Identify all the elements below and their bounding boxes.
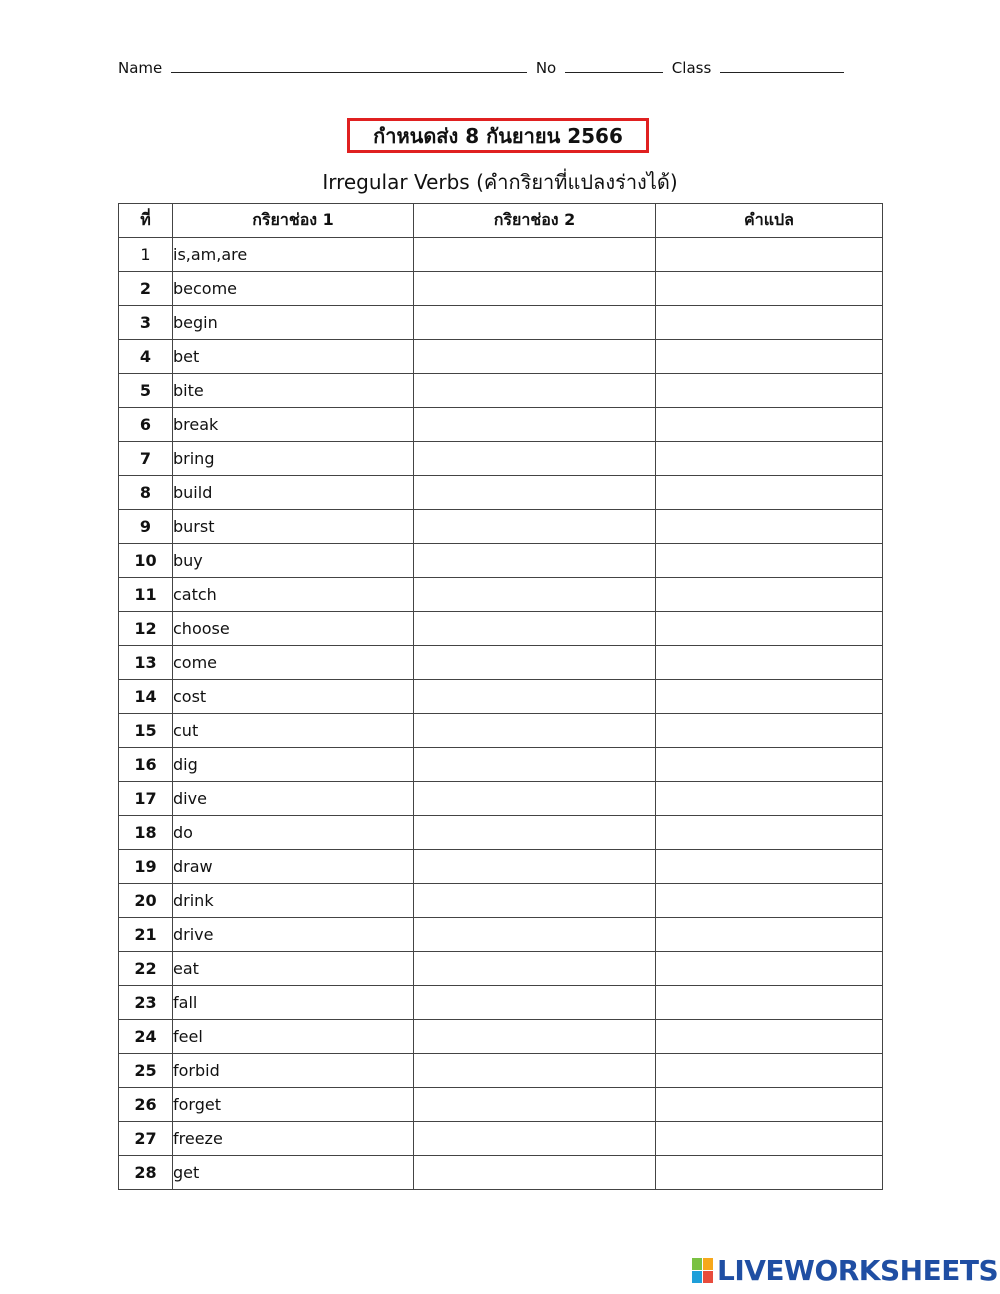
table-row [119,306,883,340]
table-row [119,986,883,1020]
verb-past-form-input[interactable] [414,612,656,646]
verb-past-form-input[interactable] [414,374,656,408]
translation-input[interactable] [656,1088,883,1122]
verb-past-form-input[interactable] [414,714,656,748]
number-field[interactable] [565,58,663,73]
table-row [119,340,883,374]
verb-base-form: forget [173,1088,414,1122]
verb-past-form-input[interactable] [414,578,656,612]
translation-input[interactable] [656,1020,883,1054]
row-number: 8 [119,476,173,510]
translation-input[interactable] [656,816,883,850]
verb-past-form-input[interactable] [414,1122,656,1156]
translation-input[interactable] [656,884,883,918]
logo-square-blue [692,1271,702,1283]
verb-base-form: become [173,272,414,306]
translation-input[interactable] [656,918,883,952]
translation-input[interactable] [656,748,883,782]
verb-base-form: burst [173,510,414,544]
deadline-text: กำหนดส่ง 8 กันยายน 2566 [373,123,623,148]
class-field[interactable] [720,58,844,73]
verb-base-form: come [173,646,414,680]
verb-base-form: fall [173,986,414,1020]
verb-past-form-input[interactable] [414,918,656,952]
verb-past-form-input[interactable] [414,816,656,850]
translation-input[interactable] [656,1054,883,1088]
table-header-row [119,204,883,238]
liveworksheets-logo-icon [692,1258,713,1283]
row-number: 23 [119,986,173,1020]
translation-input[interactable] [656,986,883,1020]
translation-input[interactable] [656,1122,883,1156]
liveworksheets-logo [692,1254,998,1287]
table-row [119,544,883,578]
verb-base-form: bring [173,442,414,476]
verb-past-form-input[interactable] [414,748,656,782]
page-title: Irregular Verbs (คำกริยาที่แปลงร่างได้) [322,170,678,194]
verb-past-form-input[interactable] [414,238,656,272]
row-number: 22 [119,952,173,986]
verb-past-form-input[interactable] [414,952,656,986]
verb-past-form-input[interactable] [414,544,656,578]
name-label: Name [118,59,163,77]
verb-base-form: catch [173,578,414,612]
verb-past-form-input[interactable] [414,442,656,476]
table-row [119,1088,883,1122]
row-number: 13 [119,646,173,680]
table-row [119,782,883,816]
table-row [119,408,883,442]
verb-base-form: eat [173,952,414,986]
verb-past-form-input[interactable] [414,1156,656,1190]
table-row [119,680,883,714]
table-row [119,476,883,510]
column-header-verb-2: กริยาช่อง 2 [414,204,656,238]
table-row [119,578,883,612]
verb-base-form: is,am,are [173,238,414,272]
table-row [119,1054,883,1088]
verb-base-form: dig [173,748,414,782]
verb-past-form-input[interactable] [414,510,656,544]
row-number: 5 [119,374,173,408]
verb-past-form-input[interactable] [414,986,656,1020]
column-header-verb-1: กริยาช่อง 1 [173,204,414,238]
translation-input[interactable] [656,578,883,612]
translation-input[interactable] [656,952,883,986]
table-row [119,1156,883,1190]
verb-past-form-input[interactable] [414,476,656,510]
row-number: 17 [119,782,173,816]
translation-input[interactable] [656,442,883,476]
verb-past-form-input[interactable] [414,1054,656,1088]
table-row [119,918,883,952]
translation-input[interactable] [656,476,883,510]
translation-input[interactable] [656,782,883,816]
translation-input[interactable] [656,510,883,544]
table-row [119,850,883,884]
name-field[interactable] [171,58,527,73]
row-number: 24 [119,1020,173,1054]
verb-past-form-input[interactable] [414,782,656,816]
row-number: 26 [119,1088,173,1122]
row-number: 11 [119,578,173,612]
verb-base-form: get [173,1156,414,1190]
verb-base-form: begin [173,306,414,340]
table-row [119,816,883,850]
deadline-banner [347,118,649,153]
translation-input[interactable] [656,306,883,340]
row-number: 21 [119,918,173,952]
translation-input[interactable] [656,612,883,646]
verb-past-form-input[interactable] [414,680,656,714]
verb-base-form: freeze [173,1122,414,1156]
translation-input[interactable] [656,714,883,748]
row-number: 27 [119,1122,173,1156]
verb-past-form-input[interactable] [414,884,656,918]
translation-input[interactable] [656,238,883,272]
no-label: No [535,59,557,77]
table-row [119,952,883,986]
translation-input[interactable] [656,272,883,306]
table-row [119,714,883,748]
verb-table [118,203,883,1190]
verb-base-form: drive [173,918,414,952]
verb-past-form-input[interactable] [414,340,656,374]
logo-text: LIVEWORKSHEETS [717,1254,999,1287]
verb-past-form-input[interactable] [414,272,656,306]
row-number: 2 [119,272,173,306]
verb-past-form-input[interactable] [414,850,656,884]
verb-past-form-input[interactable] [414,1020,656,1054]
row-number: 18 [119,816,173,850]
translation-input[interactable] [656,340,883,374]
verb-past-form-input[interactable] [414,646,656,680]
row-number: 12 [119,612,173,646]
logo-square-red [703,1271,713,1283]
row-number: 3 [119,306,173,340]
column-header-translation: คำแปล [656,204,883,238]
verb-base-form: bet [173,340,414,374]
verb-base-form: break [173,408,414,442]
translation-input[interactable] [656,374,883,408]
verb-base-form: bite [173,374,414,408]
row-number: 25 [119,1054,173,1088]
logo-square-orange [703,1258,713,1270]
row-number: 19 [119,850,173,884]
verb-base-form: forbid [173,1054,414,1088]
row-number: 4 [119,340,173,374]
translation-input[interactable] [656,680,883,714]
translation-input[interactable] [656,544,883,578]
verb-base-form: feel [173,1020,414,1054]
table-row [119,272,883,306]
table-row [119,748,883,782]
student-info-line [118,58,848,77]
row-number: 15 [119,714,173,748]
table-row [119,612,883,646]
row-number: 20 [119,884,173,918]
verb-past-form-input[interactable] [414,408,656,442]
row-number: 16 [119,748,173,782]
verb-base-form: drink [173,884,414,918]
verb-base-form: draw [173,850,414,884]
row-number: 1 [119,238,173,272]
class-label: Class [671,59,712,77]
verb-base-form: cut [173,714,414,748]
verb-base-form: build [173,476,414,510]
verb-base-form: buy [173,544,414,578]
row-number: 10 [119,544,173,578]
verb-base-form: do [173,816,414,850]
row-number: 14 [119,680,173,714]
translation-input[interactable] [656,1156,883,1190]
table-row [119,510,883,544]
verb-past-form-input[interactable] [414,1088,656,1122]
row-number: 28 [119,1156,173,1190]
table-row [119,884,883,918]
verb-base-form: cost [173,680,414,714]
verb-base-form: dive [173,782,414,816]
column-header-number: ที่ [119,204,173,238]
table-row [119,374,883,408]
table-row [119,1020,883,1054]
row-number: 7 [119,442,173,476]
row-number: 6 [119,408,173,442]
table-row [119,1122,883,1156]
logo-square-green [692,1258,702,1270]
verb-past-form-input[interactable] [414,306,656,340]
translation-input[interactable] [656,646,883,680]
table-row [119,238,883,272]
translation-input[interactable] [656,850,883,884]
verb-base-form: choose [173,612,414,646]
table-row [119,646,883,680]
translation-input[interactable] [656,408,883,442]
row-number: 9 [119,510,173,544]
table-row [119,442,883,476]
